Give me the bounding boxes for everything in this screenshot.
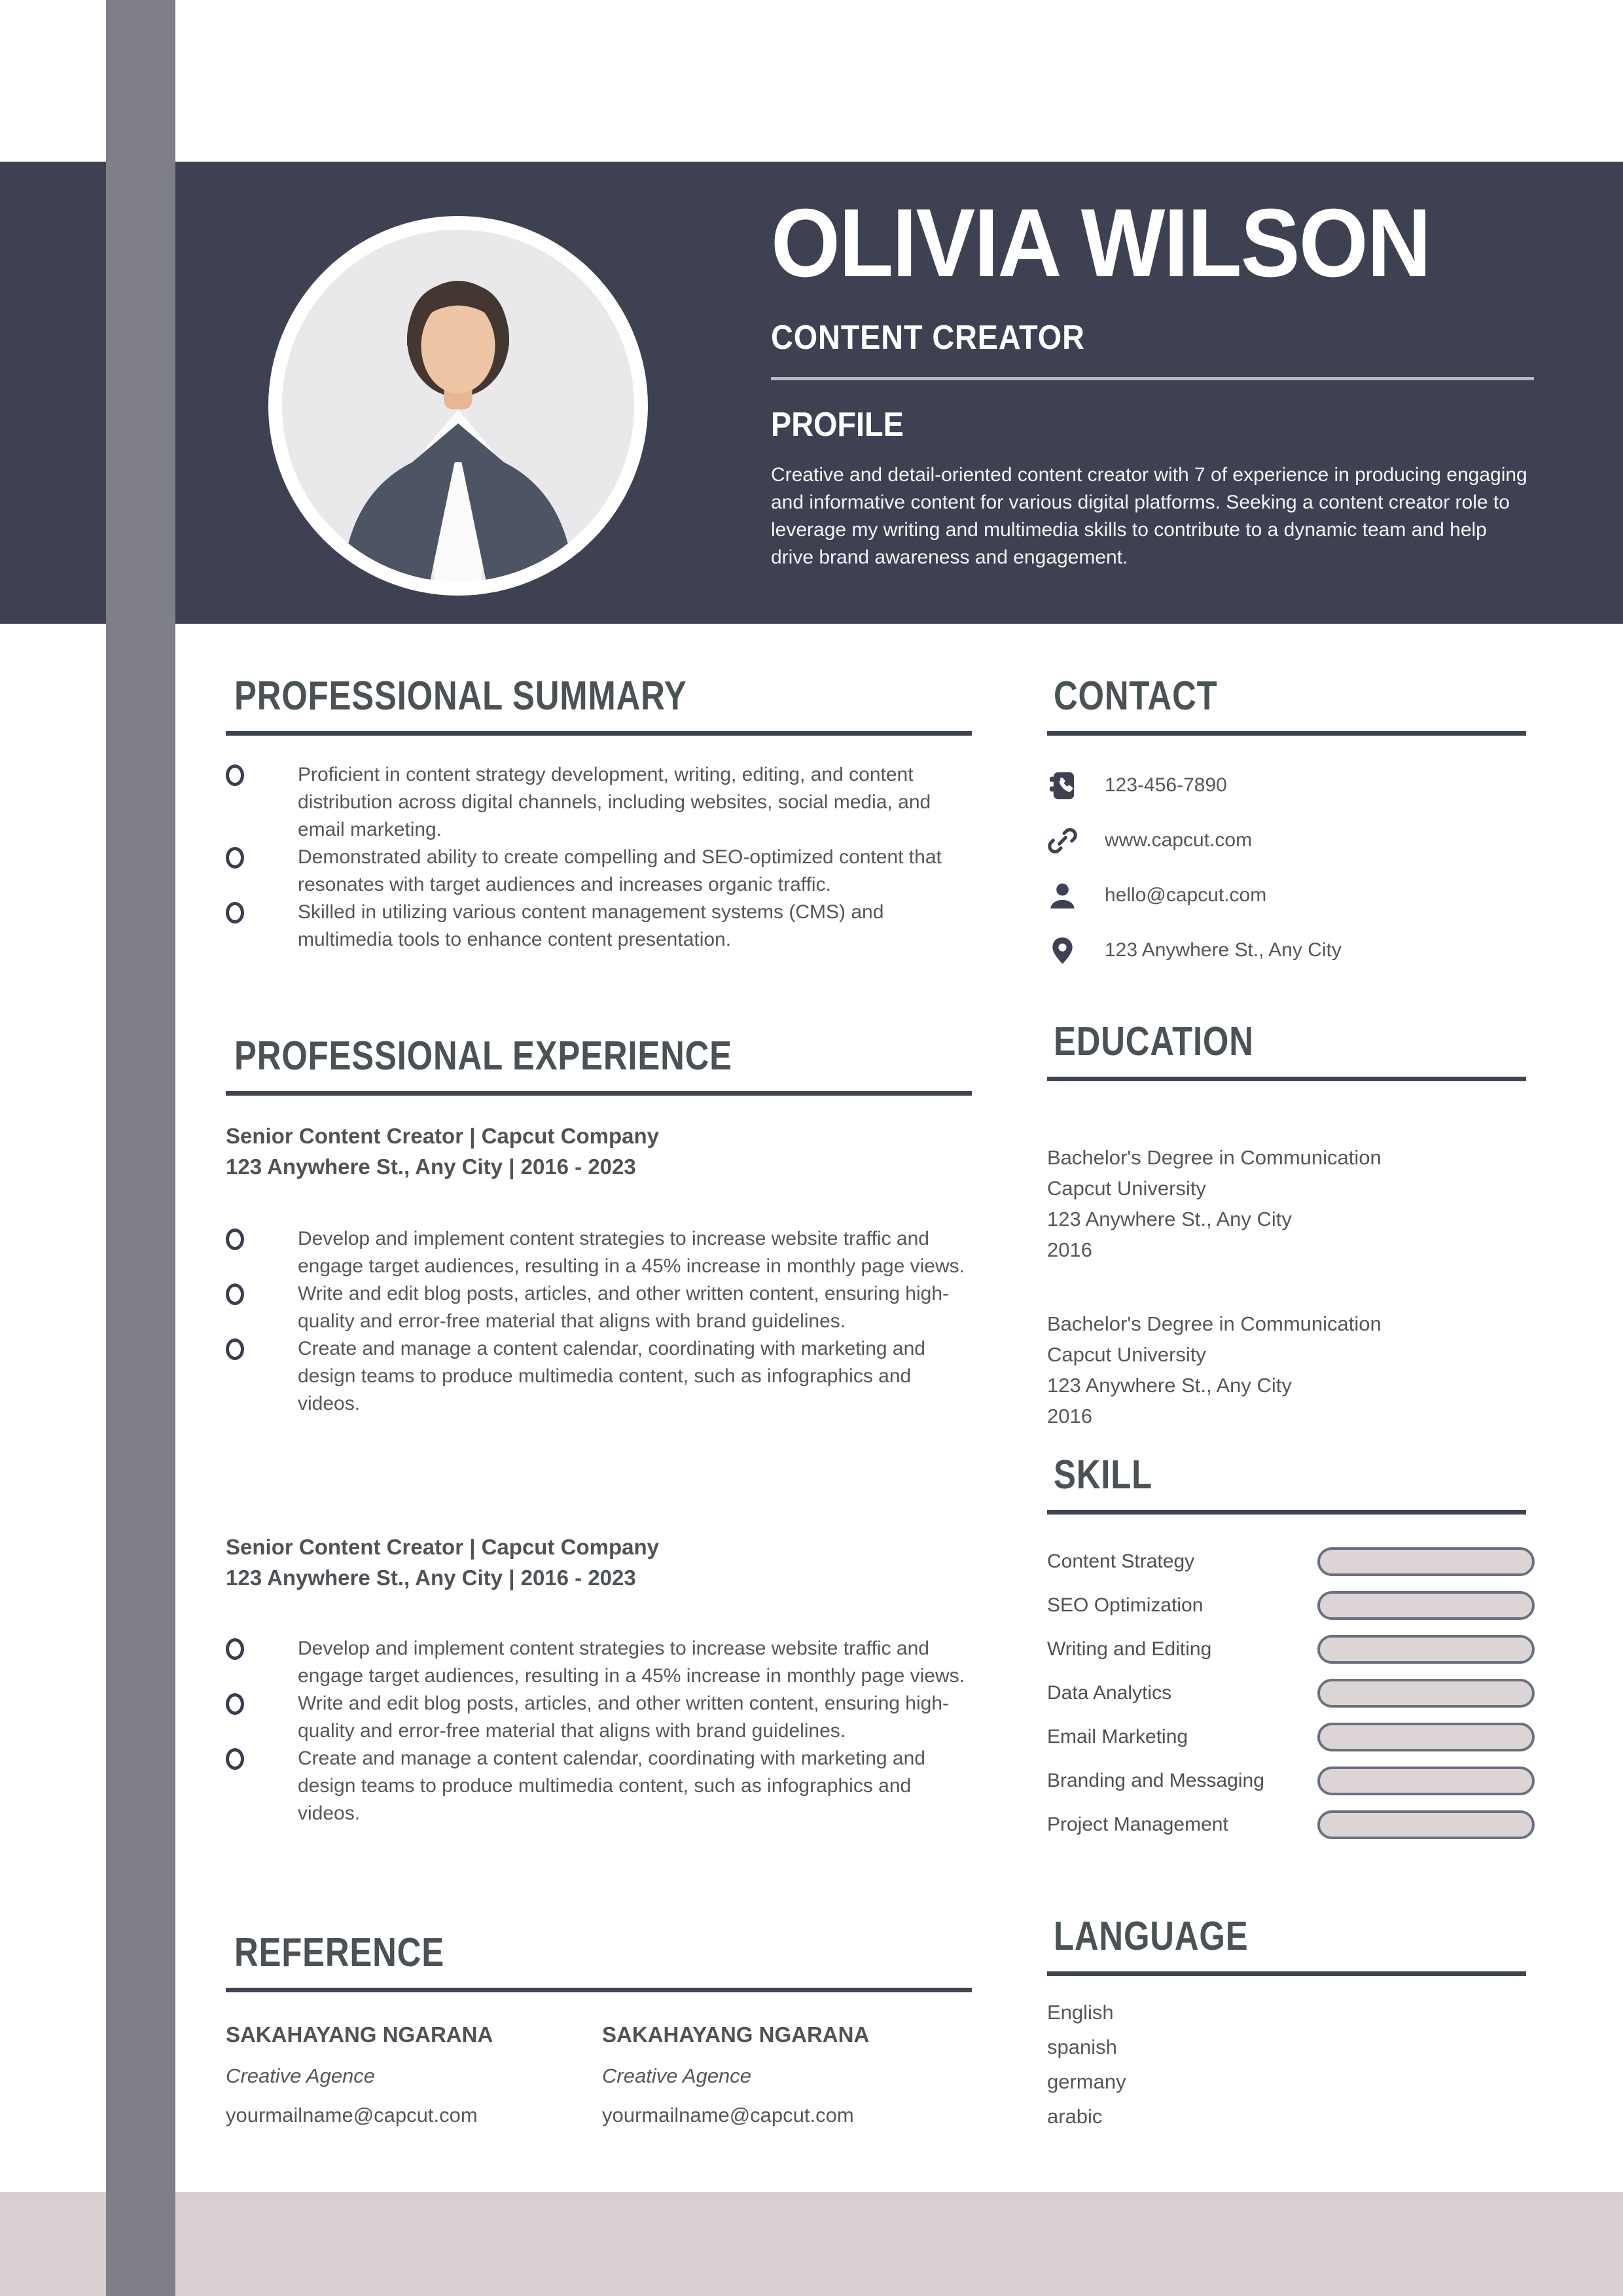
list-item [226, 1335, 978, 1418]
education-heading: EDUCATION [1054, 1019, 1254, 1064]
reference-name: SAKAHAYANG NGARANA [226, 2022, 493, 2047]
job-bullet-text: Create and manage a content calendar, coordinating with marketing and design teams to produce multimedia content, such as infographics and videos. [298, 1338, 925, 1414]
skill-bar [1317, 1723, 1535, 1751]
reference-heading: REFERENCE [234, 1930, 444, 1975]
reference-email: yourmailname@capcut.com [226, 2104, 478, 2126]
job-bullets [226, 1225, 978, 1418]
contact-item [1047, 923, 1531, 978]
summary-item-text: Demonstrated ability to create compelling and SEO-optimized content that resonates with target audiences and increases organic traffic. [298, 846, 942, 895]
skill-heading: SKILL [1054, 1452, 1152, 1498]
bullet-ring-icon [226, 1693, 244, 1715]
job-bullet-text: Create and manage a content calendar, coordinating with marketing and design teams to produce multimedia content, such as infographics and videos. [298, 1748, 925, 1824]
education-year: 2016 [1047, 1238, 1092, 1261]
language-item: English [1047, 2001, 1114, 2024]
bullet-ring-icon [226, 1338, 244, 1360]
profile-photo [282, 230, 634, 582]
skill-label: Project Management [1047, 1813, 1228, 1835]
job-heading [226, 1532, 659, 1593]
job-title-line: Senior Content Creator | Capcut Company [226, 1535, 659, 1559]
education-list [1047, 1142, 1531, 1475]
contact-item [1047, 868, 1531, 923]
education-degree: Bachelor's Degree in Communication [1047, 1312, 1382, 1335]
contact-address: 123 Anywhere St., Any City [1105, 939, 1342, 961]
skill-list [1047, 1539, 1535, 1846]
skill-label: SEO Optimization [1047, 1594, 1204, 1616]
job-bullets [226, 1635, 978, 1827]
profile-text: Creative and detail-oriented content creator with 7 of experience in producing engaging and informative content for various digital platforms. Seeking a content creator role to leverage my writing and multimedia skills to contribute to a dynamic team and help drive brand awareness and engagement. [771, 464, 1527, 568]
bullet-ring-icon [226, 847, 244, 869]
experience-rule [226, 1091, 972, 1096]
header [771, 189, 1540, 571]
skill-row [1047, 1715, 1535, 1759]
summary-list [226, 761, 978, 954]
skill-row [1047, 1583, 1535, 1627]
page-title: OLIVIA WILSON [771, 189, 1431, 297]
list-item [226, 844, 978, 899]
education-rule [1047, 1077, 1526, 1081]
list-item [226, 761, 978, 844]
footer-band [0, 2192, 1623, 2296]
list-item [226, 1225, 978, 1280]
profile-photo-frame [268, 216, 648, 596]
job-title: CONTENT CREATOR [771, 319, 1085, 357]
skill-label: Content Strategy [1047, 1550, 1195, 1572]
summary-heading: PROFESSIONAL SUMMARY [234, 673, 687, 719]
skill-label: Branding and Messaging [1047, 1769, 1264, 1791]
education-entry [1047, 1142, 1531, 1265]
contact-email: hello@capcut.com [1105, 884, 1267, 906]
language-item: spanish [1047, 2036, 1117, 2058]
education-entry [1047, 1308, 1531, 1431]
skill-bar [1317, 1547, 1535, 1576]
list-item [226, 899, 978, 954]
job-title-line: Senior Content Creator | Capcut Company [226, 1124, 659, 1148]
education-year: 2016 [1047, 1405, 1092, 1427]
job-bullet-text: Write and edit blog posts, articles, and other written content, ensuring high-quality and error-free material that aligns with brand guidelines. [298, 1283, 949, 1332]
job-meta-line: 123 Anywhere St., Any City | 2016 - 2023 [226, 1155, 636, 1179]
bullet-ring-icon [226, 1748, 244, 1770]
profile-heading: PROFILE [771, 406, 904, 444]
skill-row [1047, 1759, 1535, 1803]
reference-org: Creative Agence [226, 2064, 376, 2087]
reference-entry [226, 2022, 602, 2127]
skill-row [1047, 1627, 1535, 1671]
reference-email: yourmailname@capcut.com [602, 2104, 854, 2126]
skill-row [1047, 1803, 1535, 1846]
summary-item-text: Proficient in content strategy development, writing, editing, and content distribution across digital channels, including websites, social media, and email marketing. [298, 764, 931, 840]
skill-bar [1317, 1679, 1535, 1708]
contact-rule [1047, 731, 1526, 736]
language-item: germany [1047, 2070, 1126, 2093]
reference-rule [226, 1988, 972, 1992]
skill-bar [1317, 1810, 1535, 1839]
person-portrait-placeholder [282, 230, 634, 582]
vertical-accent-bar [106, 0, 175, 2296]
reference-org: Creative Agence [602, 2064, 752, 2087]
education-degree: Bachelor's Degree in Communication [1047, 1146, 1382, 1169]
contact-website: www.capcut.com [1105, 829, 1253, 851]
education-address: 123 Anywhere St., Any City [1047, 1374, 1292, 1397]
bullet-ring-icon [226, 1229, 244, 1250]
skill-row [1047, 1671, 1535, 1715]
phone-icon [1047, 769, 1081, 802]
skill-label: Email Marketing [1047, 1725, 1188, 1748]
job-meta-line: 123 Anywhere St., Any City | 2016 - 2023 [226, 1566, 636, 1590]
job-bullet-text: Develop and implement content strategies to increase website traffic and engage target audiences, resulting in a 45% increase in monthly page views. [298, 1228, 965, 1277]
skill-row [1047, 1539, 1535, 1583]
list-item [226, 1690, 978, 1745]
bullet-ring-icon [226, 1638, 244, 1660]
bullet-ring-icon [226, 902, 244, 924]
contact-item [1047, 813, 1531, 868]
reference-name: SAKAHAYANG NGARANA [602, 2022, 870, 2047]
list-item [226, 1745, 978, 1827]
experience-heading: PROFESSIONAL EXPERIENCE [234, 1033, 732, 1079]
job-bullet-text: Write and edit blog posts, articles, and other written content, ensuring high-quality and error-free material that aligns with brand guidelines. [298, 1693, 949, 1742]
bullet-ring-icon [226, 1283, 244, 1305]
bullet-ring-icon [226, 764, 244, 786]
language-list [1047, 1995, 1440, 2134]
education-address: 123 Anywhere St., Any City [1047, 1208, 1292, 1230]
summary-rule [226, 731, 972, 736]
skill-rule [1047, 1510, 1526, 1515]
skill-bar [1317, 1635, 1535, 1664]
skill-bar [1317, 1767, 1535, 1795]
reference-entry [602, 2022, 978, 2127]
summary-item-text: Skilled in utilizing various content management systems (CMS) and multimedia tools to enhance content presentation. [298, 901, 884, 950]
skill-bar [1317, 1591, 1535, 1620]
person-icon [1047, 879, 1081, 912]
skill-label: Writing and Editing [1047, 1638, 1212, 1660]
contact-phone: 123-456-7890 [1105, 774, 1227, 796]
list-item [226, 1635, 978, 1690]
skill-label: Data Analytics [1047, 1681, 1172, 1704]
language-heading: LANGUAGE [1054, 1914, 1249, 1959]
contact-list [1047, 758, 1531, 978]
job-bullet-text: Develop and implement content strategies to increase website traffic and engage target audiences, resulting in a 45% increase in monthly page views. [298, 1638, 965, 1687]
reference-row [226, 2022, 978, 2127]
education-school: Capcut University [1047, 1177, 1206, 1200]
location-icon [1047, 934, 1081, 967]
header-divider [771, 377, 1534, 380]
language-rule [1047, 1971, 1526, 1976]
language-item: arabic [1047, 2105, 1103, 2128]
contact-heading: CONTACT [1054, 673, 1218, 719]
list-item [226, 1280, 978, 1335]
link-icon [1047, 824, 1081, 857]
contact-item [1047, 758, 1531, 813]
job-heading [226, 1121, 659, 1182]
education-school: Capcut University [1047, 1343, 1206, 1366]
